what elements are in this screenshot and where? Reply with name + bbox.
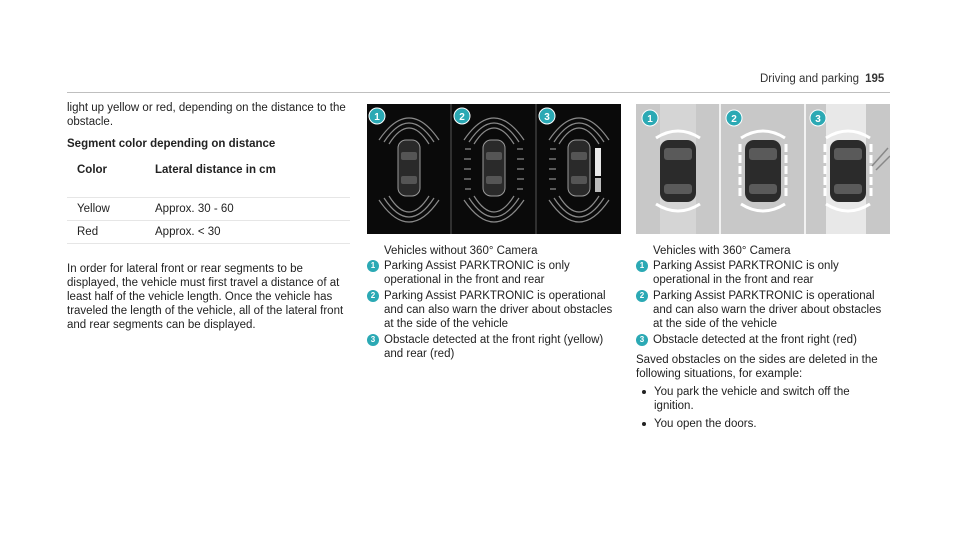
badge-3: 3 <box>815 114 821 125</box>
car-1 <box>398 140 420 196</box>
table-row <box>67 221 350 244</box>
bullet-dot-icon <box>642 422 646 426</box>
bullet-text: You park the vehicle and switch off the ignition. <box>654 386 850 412</box>
bullet-text: You open the doors. <box>654 418 757 430</box>
list-item <box>636 289 892 331</box>
caption-title: Vehicles with 360° Camera <box>653 245 791 257</box>
running-header <box>760 73 885 87</box>
body-paragraph: In order for lateral front or rear segments to be displayed, the vehicle must first travel a distance of at least half of the vehicle length. Once the vehicle has traveled the length of the vehicle, all of the lateral front and rear segments can be displayed. <box>67 263 344 331</box>
badge-2: 2 <box>731 114 737 125</box>
list-item <box>367 259 623 287</box>
list-item <box>367 289 623 331</box>
badge-2: 2 <box>459 112 465 123</box>
table-cell: Red <box>67 221 145 244</box>
list-item-text: Parking Assist PARKTRONIC is operational and can also warn the driver about obstacles at the side of the vehicle <box>653 290 882 330</box>
table-header-row <box>67 159 350 198</box>
table-cell: Approx. < 30 <box>145 221 350 244</box>
table-heading: Segment color depending on distance <box>67 138 276 150</box>
list-item-text: Parking Assist PARKTRONIC is only operational in the front and rear <box>384 260 570 286</box>
section-title: Driving and parking <box>760 73 860 85</box>
obstacle-marker <box>595 178 601 192</box>
caption-with-camera <box>636 244 892 431</box>
bullet-dot-icon <box>642 390 646 394</box>
caption-title: Vehicles without 360° Camera <box>384 245 538 257</box>
number-badge: 3 <box>636 334 648 346</box>
car-3 <box>568 140 590 196</box>
number-badge: 2 <box>636 290 648 302</box>
list-item-text: Parking Assist PARKTRONIC is operational and can also warn the driver about obstacles at the side of the vehicle <box>384 290 613 330</box>
obstacle-marker <box>595 148 601 176</box>
left-column <box>67 101 352 332</box>
bullet-item <box>636 417 892 431</box>
car-2 <box>483 140 505 196</box>
table-cell: Approx. 30 - 60 <box>145 198 350 221</box>
intro-text: light up yellow or red, depending on the distance to the obstacle. <box>67 102 346 128</box>
list-item-text: Obstacle detected at the front right (red) <box>653 334 857 346</box>
table-header-distance: Lateral distance in cm <box>145 159 350 198</box>
table-header-color: Color <box>67 159 145 198</box>
badge-1: 1 <box>374 112 380 123</box>
number-badge: 3 <box>367 334 379 346</box>
figure-with-camera <box>636 104 890 234</box>
bullet-item <box>636 385 892 413</box>
number-badge: 2 <box>367 290 379 302</box>
page-number: 195 <box>865 73 885 85</box>
list-item <box>636 259 892 287</box>
parking-schematic <box>367 104 621 234</box>
badge-1: 1 <box>647 114 653 125</box>
figure-without-camera <box>367 104 621 234</box>
list-item-text: Parking Assist PARKTRONIC is only operational in the front and rear <box>653 260 839 286</box>
number-badge: 1 <box>367 260 379 272</box>
list-item <box>367 333 623 361</box>
camera-panel-1 <box>656 131 700 211</box>
camera-top-view <box>636 104 890 234</box>
list-item-text: Obstacle detected at the front right (yellow) and rear (red) <box>384 334 604 360</box>
header-rule <box>67 92 890 93</box>
table-row <box>67 198 350 221</box>
saved-obstacles-text: Saved obstacles on the sides are deleted in the following situations, for example: <box>636 354 878 380</box>
table-cell: Yellow <box>67 198 145 221</box>
badge-3: 3 <box>544 112 550 123</box>
number-badge: 1 <box>636 260 648 272</box>
list-item <box>636 333 892 347</box>
caption-without-camera <box>367 244 623 363</box>
segment-color-table <box>67 159 350 244</box>
